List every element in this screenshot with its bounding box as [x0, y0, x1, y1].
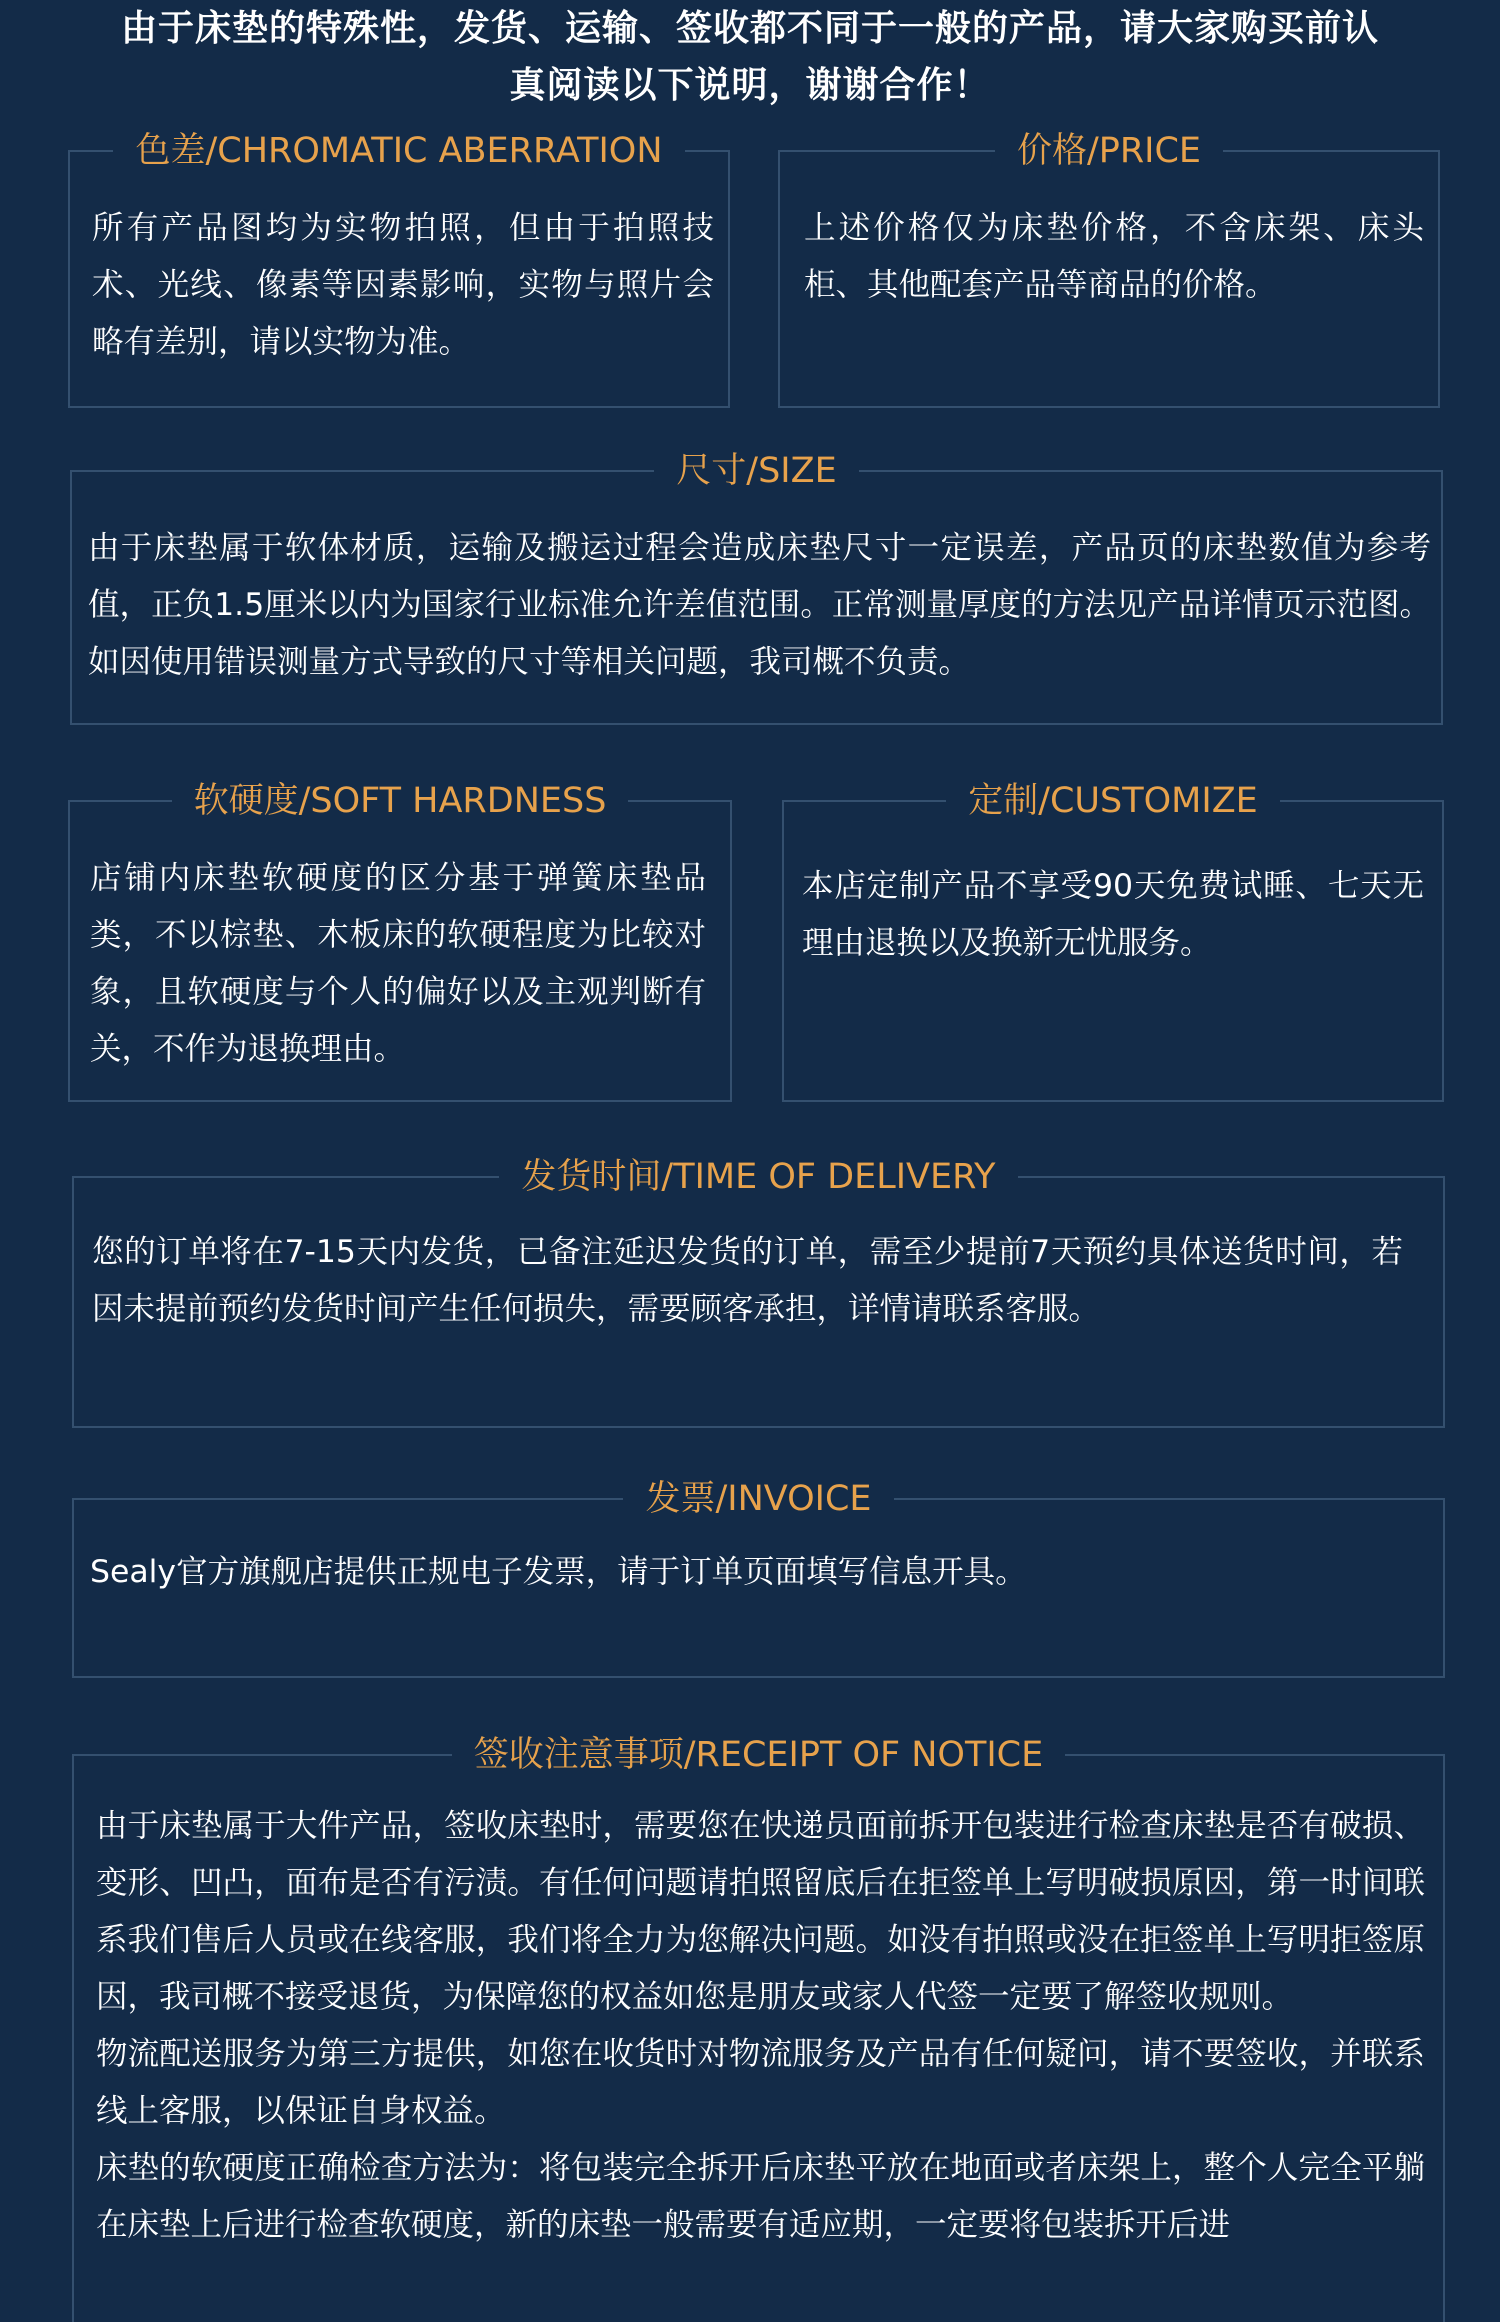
section-body: Sealy官方旗舰店提供正规电子发票，请于订单页面填写信息开具。: [90, 1554, 1027, 1590]
section-title: 价格/PRICE: [995, 126, 1223, 176]
section-title: 发货时间/TIME OF DELIVERY: [499, 1152, 1017, 1202]
section-body: 您的订单将在7-15天内发货，已备注延迟发货的订单，需至少提前7天预约具体送货时间，若因未提前预约发货时间产生任何损失，需要顾客承担，详情请联系客服。: [92, 1234, 1403, 1327]
section-body: 上述价格仅为床垫价格，不含床架、床头柜、其他配套产品等商品的价格。: [804, 210, 1424, 303]
receipt-paragraph-3: 床垫的软硬度正确检查方法为：将包装完全拆开后床垫平放在地面或者床架上，整个人完全平躺在床垫上后进行检查软硬度，新的床垫一般需要有适应期，一定要将包装拆开后进: [96, 2150, 1425, 2243]
section-body: 由于床垫属于软体材质，运输及搬运过程会造成床垫尺寸一定误差，产品页的床垫数值为参考值，正负1.5厘米以内为国家行业标准允许差值范围。正常测量厚度的方法见产品详情页示范图。如因使用错误测量方式导致的尺寸等相关问题，我司概不负责。: [88, 530, 1431, 680]
section-customize: [782, 781, 1444, 1102]
section-body: 店铺内床垫软硬度的区分基于弹簧床垫品类，不以棕垫、木板床的软硬程度为比较对象，且软硬度与个人的偏好以及主观判断有关，不作为退换理由。: [90, 860, 706, 1067]
section-title: 发票/INVOICE: [623, 1474, 893, 1524]
section-price: [778, 131, 1440, 408]
section-receipt-of-notice: [72, 1735, 1445, 2322]
receipt-paragraph-1: 由于床垫属于大件产品，签收床垫时，需要您在快递员面前拆开包装进行检查床垫是否有破损、变形、凹凸，面布是否有污渍。有任何问题请拍照留底后在拒签单上写明破损原因，第一时间联系我们售后人员或在线客服，我们将全力为您解决问题。如没有拍照或没在拒签单上写明拒签原因，我司概不接受退货，为保障您的权益如您是朋友或家人代签一定要了解签收规则。: [96, 1808, 1425, 2015]
section-time-of-delivery: [72, 1157, 1445, 1428]
section-title: 色差/CHROMATIC ABERRATION: [113, 126, 684, 176]
section-chromatic-aberration: [68, 131, 730, 408]
section-title: 定制/CUSTOMIZE: [946, 776, 1280, 826]
section-body: 所有产品图均为实物拍照，但由于拍照技术、光线、像素等因素影响，实物与照片会略有差别，请以实物为准。: [92, 210, 714, 360]
section-title: 软硬度/SOFT HARDNESS: [172, 776, 629, 826]
section-body: [96, 1798, 1425, 2254]
section-title: 尺寸/SIZE: [654, 446, 858, 496]
section-body: 本店定制产品不享受90天免费试睡、七天无理由退换以及换新无忧服务。: [802, 868, 1424, 961]
section-invoice: [72, 1479, 1445, 1678]
intro-line-2: 真阅读以下说明，谢谢合作！: [509, 65, 991, 106]
section-soft-hardness: [68, 781, 732, 1102]
intro-line-1: 由于床垫的特殊性，发货、运输、签收都不同于一般的产品，请大家购买前认: [120, 8, 1379, 49]
intro-notice: [0, 0, 1500, 114]
section-size: [70, 451, 1443, 725]
section-title: 签收注意事项/RECEIPT OF NOTICE: [452, 1730, 1066, 1780]
receipt-paragraph-2: 物流配送服务为第三方提供，如您在收货时对物流服务及产品有任何疑问，请不要签收，并联系线上客服，以保证自身权益。: [96, 2036, 1425, 2129]
